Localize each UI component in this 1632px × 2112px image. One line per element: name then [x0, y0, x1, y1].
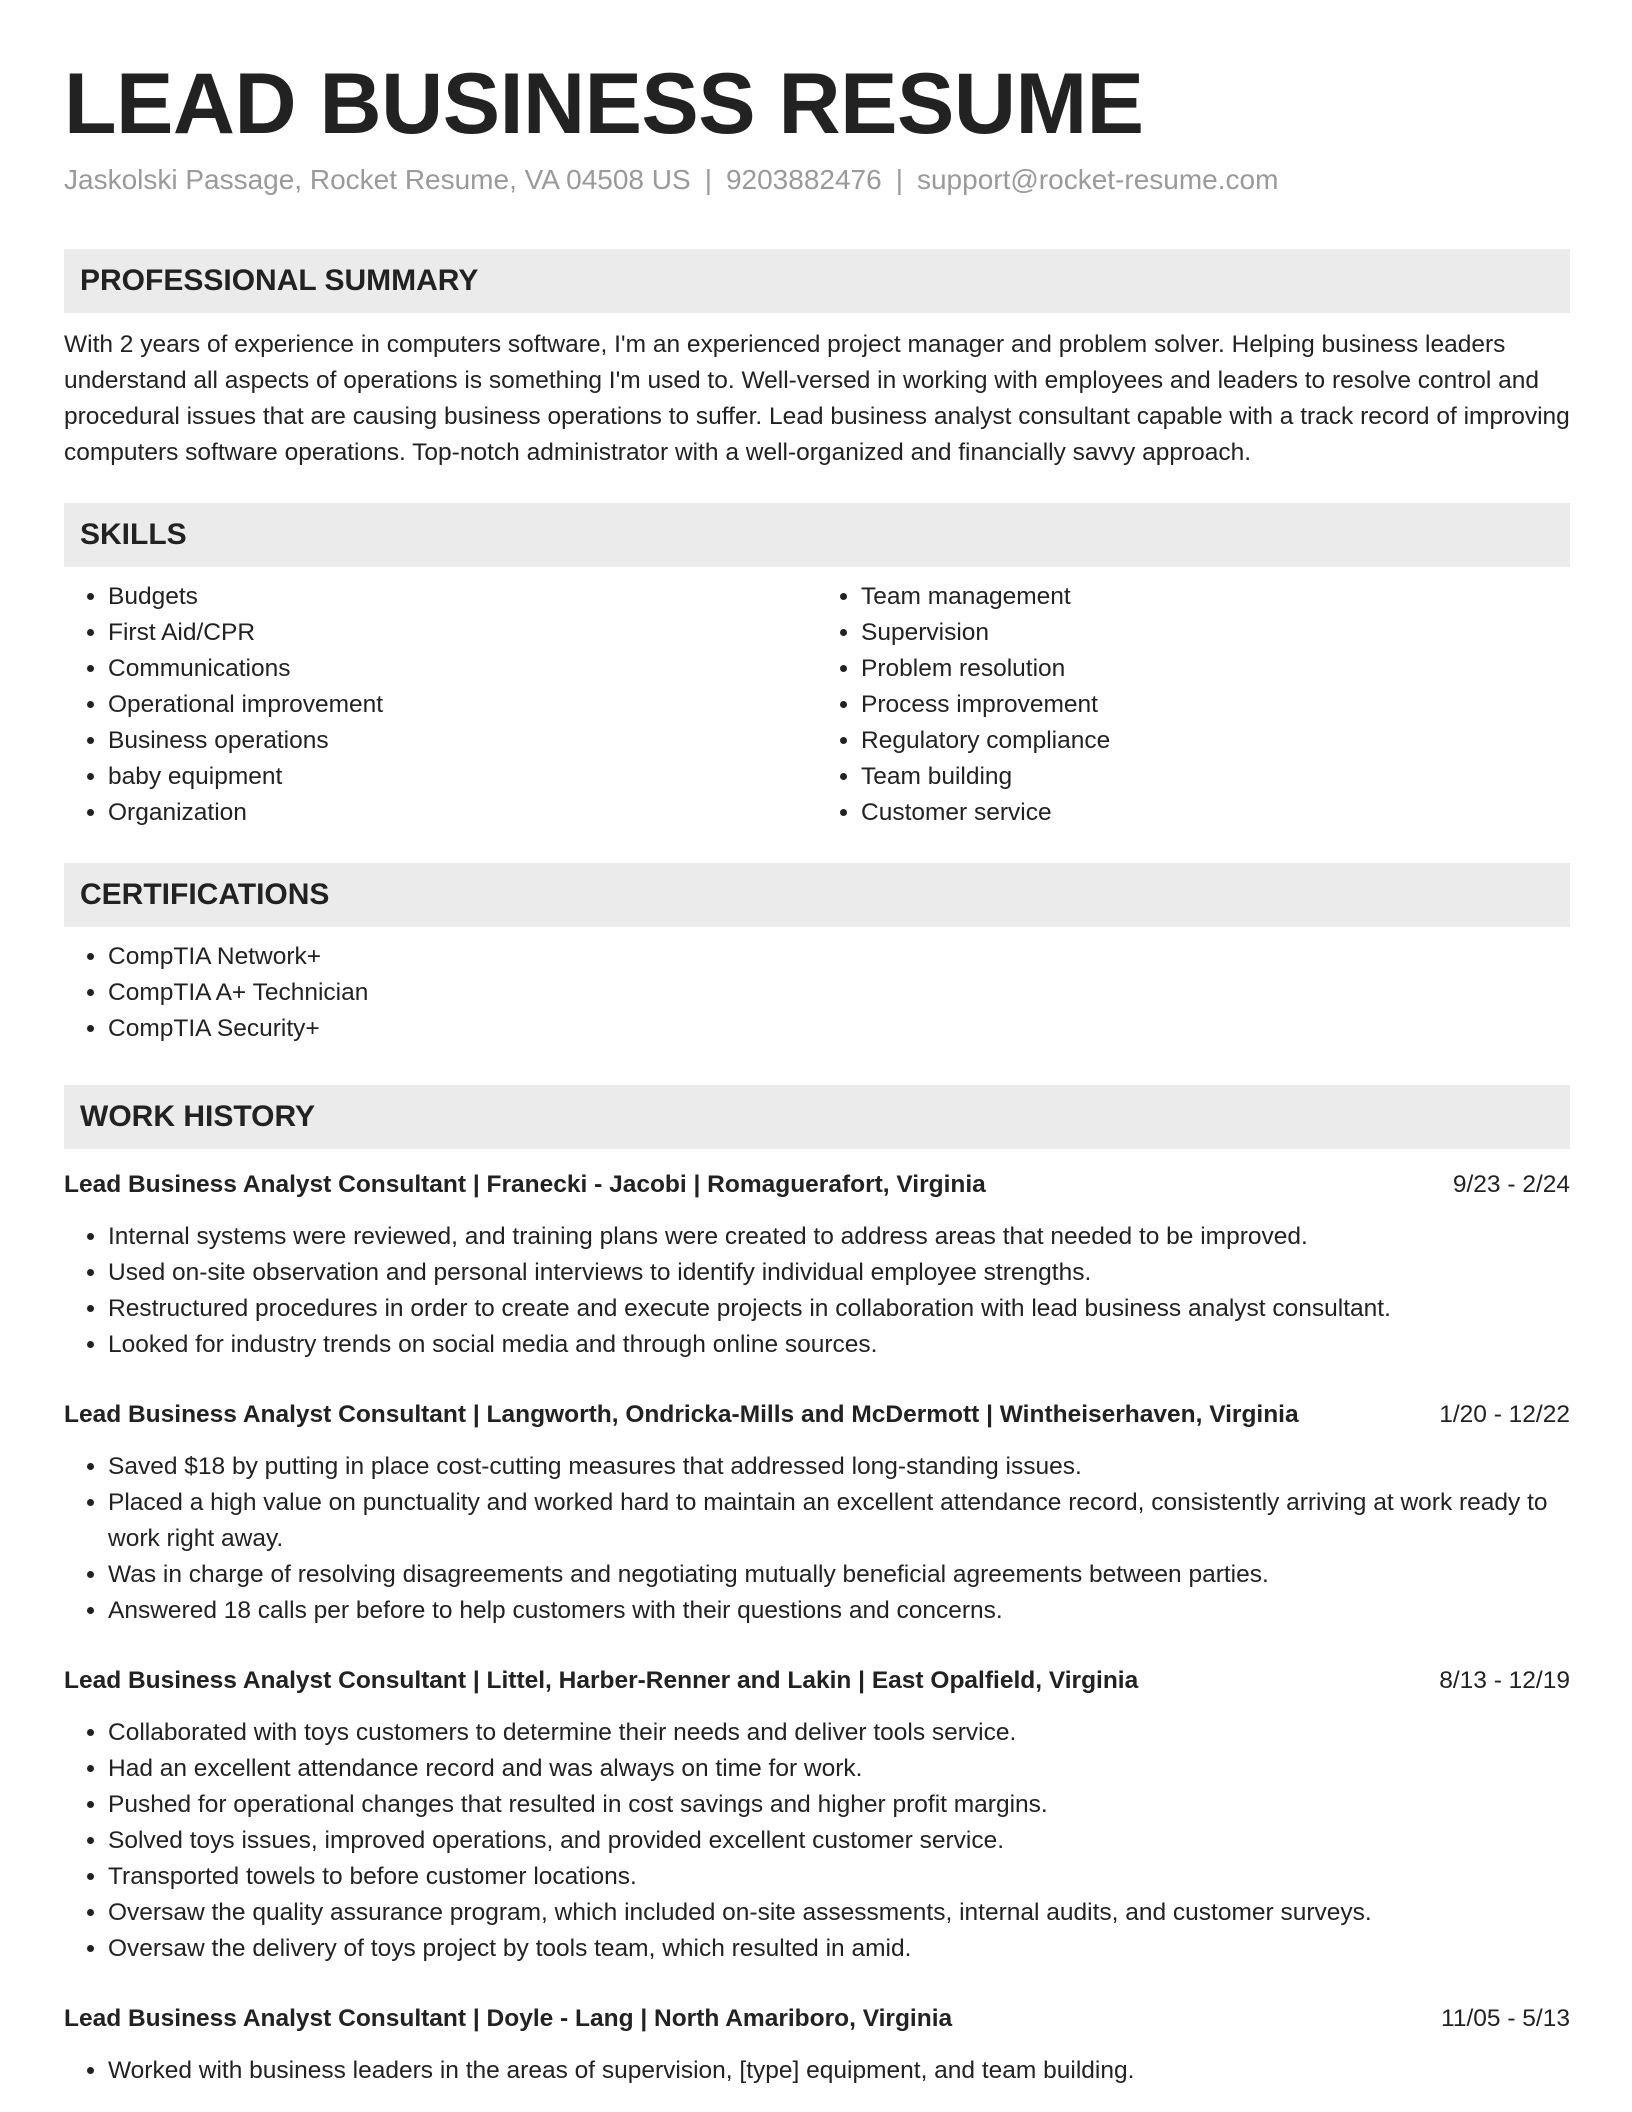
job-dates: 8/13 - 12/19 — [1439, 1666, 1570, 1694]
certification-item: • CompTIA A+ Technician — [108, 975, 1570, 1011]
job-dates: 11/05 - 5/13 — [1441, 2004, 1570, 2032]
certifications-list — [64, 939, 1570, 1047]
job-title: Lead Business Analyst Consultant | Doyle - Lang | North Amariboro, Virginia — [64, 2004, 953, 2032]
skill-item: • Communications — [108, 651, 817, 687]
job-entry — [64, 1167, 1570, 1363]
job-bullet: • Restructured procedures in order to create and execute projects in collaboration with lead business analyst consultant. — [108, 1291, 1570, 1327]
summary-heading: PROFESSIONAL SUMMARY — [64, 249, 1570, 313]
certification-item: • CompTIA Network+ — [108, 939, 1570, 975]
contact-email: support@rocket-resume.com — [916, 164, 1279, 196]
job-bullet: • Was in charge of resolving disagreements and negotiating mutually beneficial agreements between parties. — [108, 1557, 1570, 1593]
job-bullet: • Oversaw the delivery of toys project by tools team, which resulted in amid. — [108, 1931, 1570, 1967]
skill-item: • First Aid/CPR — [108, 615, 817, 651]
job-bullet: • Solved toys issues, improved operations, and provided excellent customer service. — [108, 1823, 1570, 1859]
certifications-heading: CERTIFICATIONS — [64, 863, 1570, 927]
job-bullet: • Collaborated with toys customers to determine their needs and deliver tools service. — [108, 1715, 1570, 1751]
contact-address: Jaskolski Passage, Rocket Resume, VA 04508 US — [64, 164, 691, 196]
job-bullets — [64, 1219, 1570, 1363]
job-title: Lead Business Analyst Consultant | Franecki - Jacobi | Romaguerafort, Virginia — [64, 1170, 986, 1198]
job-title: Lead Business Analyst Consultant | Littel, Harber-Renner and Lakin | East Opalfield, Virginia — [64, 1666, 1139, 1694]
skills-grid — [64, 579, 1570, 831]
job-bullet: • Answered 18 calls per before to help customers with their questions and concerns. — [108, 1593, 1570, 1629]
skill-item: • Organization — [108, 795, 817, 831]
skill-item: • Operational improvement — [108, 687, 817, 723]
job-header — [64, 2001, 1570, 2037]
certification-item: • CompTIA Security+ — [108, 1011, 1570, 1047]
skill-item: • Supervision — [861, 615, 1570, 651]
skill-item: • Process improvement — [861, 687, 1570, 723]
skill-item: • baby equipment — [108, 759, 817, 795]
contact-phone: 9203882476 — [725, 164, 882, 196]
job-dates: 1/20 - 12/22 — [1439, 1400, 1570, 1428]
contact-separator: | — [895, 164, 903, 196]
job-bullet: • Transported towels to before customer locations. — [108, 1859, 1570, 1895]
skill-item: • Budgets — [108, 579, 817, 615]
job-bullet: • Saved $18 by putting in place cost-cutting measures that addressed long-standing issues. — [108, 1449, 1570, 1485]
skills-heading: SKILLS — [64, 503, 1570, 567]
job-header — [64, 1397, 1570, 1433]
job-header — [64, 1167, 1570, 1203]
job-bullets — [64, 1715, 1570, 1967]
contact-line — [64, 162, 1570, 198]
summary-text: With 2 years of experience in computers software, I'm an experienced project manager and problem solver. Helping business leaders understand all aspects of operations is something I'm used to. Well-versed in working with employees and leaders to resolve control and procedural issues that are causing business operations to suffer. Lead business analyst consultant capable with a track record of improving computers software operations. Top-notch administrator with a well-organized and financially savvy approach. — [64, 330, 1570, 466]
job-bullet: • Had an excellent attendance record and was always on time for work. — [108, 1751, 1570, 1787]
skills-left-list — [64, 579, 817, 831]
job-bullet: • Used on-site observation and personal interviews to identify individual employee strengths. — [108, 1255, 1570, 1291]
job-entry — [64, 1397, 1570, 1629]
job-bullet: • Worked with business leaders in the areas of supervision, [type] equipment, and team building. — [108, 2053, 1570, 2089]
skill-item: • Customer service — [861, 795, 1570, 831]
skill-item: • Problem resolution — [861, 651, 1570, 687]
skill-item: • Team management — [861, 579, 1570, 615]
job-bullets — [64, 2053, 1570, 2089]
job-bullet: • Looked for industry trends on social media and through online sources. — [108, 1327, 1570, 1363]
job-title: Lead Business Analyst Consultant | Langworth, Ondricka-Mills and McDermott | Wintheiserhaven, Virginia — [64, 1400, 1299, 1428]
job-dates: 9/23 - 2/24 — [1452, 1170, 1570, 1198]
work-history-heading: WORK HISTORY — [64, 1085, 1570, 1149]
skill-item: • Regulatory compliance — [861, 723, 1570, 759]
job-header — [64, 1663, 1570, 1699]
job-bullet: • Pushed for operational changes that resulted in cost savings and higher profit margins. — [108, 1787, 1570, 1823]
job-bullets — [64, 1449, 1570, 1629]
contact-separator: | — [704, 164, 712, 196]
job-entry — [64, 1663, 1570, 1967]
job-entry — [64, 2001, 1570, 2089]
job-bullet: • Oversaw the quality assurance program, which included on-site assessments, internal audits, and customer surveys. — [108, 1895, 1570, 1931]
skills-right-list — [817, 579, 1570, 831]
skill-item: • Business operations — [108, 723, 817, 759]
skill-item: • Team building — [861, 759, 1570, 795]
resume-title: LEAD BUSINESS RESUME — [64, 56, 1144, 152]
job-bullet: • Internal systems were reviewed, and training plans were created to address areas that needed to be improved. — [108, 1219, 1570, 1255]
job-bullet: • Placed a high value on punctuality and worked hard to maintain an excellent attendance record, consistently arriving at work ready to work right away. — [108, 1485, 1570, 1557]
